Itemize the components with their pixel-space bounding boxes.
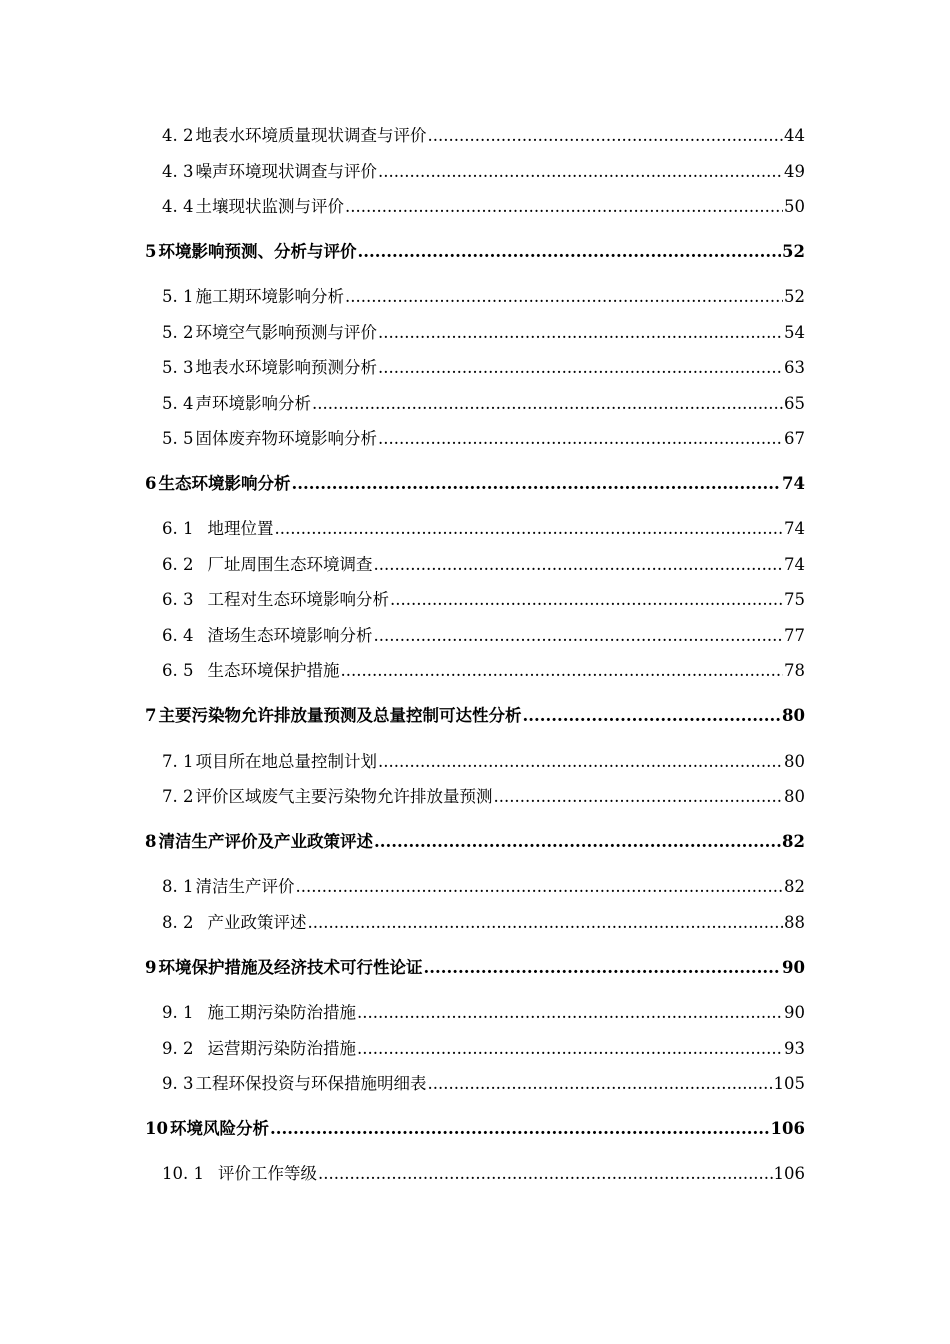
toc-entry-title	[162, 354, 377, 378]
toc-entry-title	[145, 954, 422, 978]
toc-page-number: 80	[784, 787, 805, 806]
dot-leader	[378, 429, 783, 448]
toc-entry-text: 产业政策评述	[207, 913, 307, 932]
toc-page-number: 74	[782, 474, 805, 493]
dot-leader	[318, 1164, 773, 1183]
toc-chapter-entry[interactable]	[0, 702, 950, 732]
toc-entry-title	[162, 586, 389, 610]
toc-entry-text: 环境空气影响预测与评价	[195, 323, 377, 342]
toc-entry-number: 7. 1	[162, 752, 194, 771]
toc-entry-title	[162, 783, 493, 807]
toc-entry-number: 4. 3	[162, 162, 194, 181]
toc-entry-number: 6. 2	[162, 555, 194, 574]
toc-section-entry[interactable]	[0, 622, 950, 652]
toc-entry-text: 环境风险分析	[169, 1119, 269, 1138]
toc-entry-title	[162, 425, 377, 449]
toc-section-entry[interactable]	[0, 193, 950, 223]
toc-section-entry[interactable]	[0, 657, 950, 687]
toc-page-number: 80	[784, 752, 805, 771]
dot-leader	[345, 197, 783, 216]
toc-entry-title	[162, 390, 311, 414]
dot-leader	[270, 1119, 770, 1138]
toc-entry-title	[162, 515, 274, 539]
dot-leader	[494, 787, 784, 806]
toc-entry-title	[162, 748, 377, 772]
toc-chapter-entry[interactable]	[0, 1115, 950, 1145]
toc-entry-title	[162, 999, 356, 1023]
toc-entry-number: 5	[145, 242, 157, 261]
toc-entry-text: 施工期环境影响分析	[195, 287, 344, 306]
toc-section-entry[interactable]	[0, 1070, 950, 1100]
toc-page-number: 82	[782, 832, 805, 851]
toc-entry-number: 4. 4	[162, 197, 194, 216]
dot-leader	[275, 519, 784, 538]
toc-section-entry[interactable]	[0, 783, 950, 813]
toc-page-number: 75	[784, 590, 805, 609]
toc-page-number: 77	[784, 626, 805, 645]
dot-leader	[390, 590, 783, 609]
toc-entry-number: 5. 2	[162, 323, 194, 342]
toc-entry-number: 9. 1	[162, 1003, 194, 1022]
toc-entry-title	[162, 622, 373, 646]
toc-entry-number: 8. 2	[162, 913, 194, 932]
toc-section-entry[interactable]	[0, 999, 950, 1029]
toc-entry-text: 渣场生态环境影响分析	[207, 626, 373, 645]
toc-entry-number: 6. 3	[162, 590, 194, 609]
dot-leader	[357, 1003, 783, 1022]
toc-entry-number: 6	[145, 474, 157, 493]
toc-section-entry[interactable]	[0, 122, 950, 152]
toc-section-entry[interactable]	[0, 909, 950, 939]
dot-leader	[378, 323, 783, 342]
toc-entry-number: 7	[145, 706, 157, 725]
toc-entry-text: 工程对生态环境影响分析	[207, 590, 389, 609]
toc-entry-number: 9. 2	[162, 1039, 194, 1058]
toc-section-entry[interactable]	[0, 283, 950, 313]
toc-entry-text: 生态环境保护措施	[207, 661, 340, 680]
toc-page-number: 93	[784, 1039, 805, 1058]
dot-leader	[357, 1039, 783, 1058]
toc-section-entry[interactable]	[0, 390, 950, 420]
toc-entry-number: 10. 1	[162, 1164, 204, 1183]
toc-section-entry[interactable]	[0, 1035, 950, 1065]
toc-entry-text: 清洁生产评价及产业政策评述	[158, 832, 373, 851]
toc-entry-number: 5. 4	[162, 394, 194, 413]
toc-entry-title	[162, 122, 427, 146]
toc-page-number: 50	[784, 197, 805, 216]
toc-entry-title	[162, 1160, 317, 1184]
toc-entry-title	[162, 909, 307, 933]
toc-section-entry[interactable]	[0, 586, 950, 616]
toc-entry-title	[162, 1070, 427, 1094]
toc-page-number: 82	[784, 877, 805, 896]
toc-entry-title	[162, 319, 377, 343]
toc-entry-text: 环境影响预测、分析与评价	[158, 242, 357, 261]
toc-section-entry[interactable]	[0, 425, 950, 455]
toc-page-number: 49	[784, 162, 805, 181]
dot-leader	[357, 242, 781, 261]
toc-entry-text: 生态环境影响分析	[158, 474, 291, 493]
toc-entry-number: 6. 5	[162, 661, 194, 680]
toc-page-number: 106	[770, 1119, 805, 1138]
toc-page-number: 63	[784, 358, 805, 377]
toc-section-entry[interactable]	[0, 748, 950, 778]
dot-leader	[423, 958, 781, 977]
dot-leader	[374, 832, 781, 851]
toc-entry-title	[162, 1035, 356, 1059]
toc-entry-title	[145, 470, 290, 494]
toc-entry-text: 环境保护措施及经济技术可行性论证	[158, 958, 423, 977]
toc-page-number: 74	[784, 519, 805, 538]
toc-entry-text: 施工期污染防治措施	[207, 1003, 356, 1022]
toc-entry-number: 9. 3	[162, 1074, 194, 1093]
toc-section-entry[interactable]	[0, 1160, 950, 1190]
toc-entry-title	[162, 193, 344, 217]
toc-entry-title	[145, 1115, 269, 1139]
toc-section-entry[interactable]	[0, 158, 950, 188]
toc-chapter-entry[interactable]	[0, 828, 950, 858]
dot-leader	[308, 913, 784, 932]
toc-entry-text: 土壤现状监测与评价	[195, 197, 344, 216]
toc-entry-number: 10	[145, 1119, 168, 1138]
toc-entry-title	[162, 657, 340, 681]
toc-chapter-entry[interactable]	[0, 470, 950, 500]
toc-section-entry[interactable]	[0, 873, 950, 903]
toc-page-number: 80	[782, 706, 805, 725]
toc-entry-title	[145, 702, 521, 726]
dot-leader	[428, 126, 784, 145]
toc-page-number: 88	[784, 913, 805, 932]
toc-entry-text: 工程环保投资与环保措施明细表	[195, 1074, 427, 1093]
toc-entry-number: 6. 4	[162, 626, 194, 645]
toc-entry-title	[162, 551, 373, 575]
dot-leader	[296, 877, 784, 896]
toc-entry-title	[162, 158, 377, 182]
toc-section-entry[interactable]	[0, 515, 950, 545]
toc-page-number: 65	[784, 394, 805, 413]
dot-leader	[378, 358, 783, 377]
toc-entry-number: 7. 2	[162, 787, 194, 806]
dot-leader	[374, 555, 784, 574]
toc-chapter-entry[interactable]	[0, 238, 950, 268]
toc-entry-text: 清洁生产评价	[195, 877, 295, 896]
dot-leader	[341, 661, 784, 680]
toc-entry-text: 厂址周围生态环境调查	[207, 555, 373, 574]
toc-page-number: 54	[784, 323, 805, 342]
toc-entry-title	[162, 873, 295, 897]
toc-entry-text: 项目所在地总量控制计划	[195, 752, 377, 771]
toc-entry-text: 地表水环境质量现状调查与评价	[195, 126, 427, 145]
toc-page-number: 78	[784, 661, 805, 680]
dot-leader	[291, 474, 781, 493]
toc-page-number: 105	[773, 1074, 805, 1093]
toc-entry-title	[145, 828, 373, 852]
toc-entry-number: 5. 5	[162, 429, 194, 448]
toc-page-number: 52	[784, 287, 805, 306]
toc-section-entry[interactable]	[0, 551, 950, 581]
toc-entry-text: 地理位置	[207, 519, 274, 538]
toc-page-number: 90	[782, 958, 805, 977]
toc-entry-text: 声环境影响分析	[195, 394, 311, 413]
toc-entry-text: 噪声环境现状调查与评价	[195, 162, 377, 181]
toc-page-number: 67	[784, 429, 805, 448]
toc-entry-number: 6. 1	[162, 519, 194, 538]
toc-entry-number: 8	[145, 832, 157, 851]
dot-leader	[345, 287, 783, 306]
toc-page-number: 52	[782, 242, 805, 261]
toc-entry-text: 固体废弃物环境影响分析	[195, 429, 377, 448]
toc-entry-title	[145, 238, 356, 262]
dot-leader	[312, 394, 783, 413]
toc-entry-text: 主要污染物允许排放量预测及总量控制可达性分析	[158, 706, 522, 725]
dot-leader	[378, 752, 783, 771]
toc-chapter-entry[interactable]	[0, 954, 950, 984]
toc-entry-text: 评价工作等级	[217, 1164, 317, 1183]
toc-page-number: 74	[784, 555, 805, 574]
toc-section-entry[interactable]	[0, 319, 950, 349]
toc-entry-text: 地表水环境影响预测分析	[195, 358, 377, 377]
toc-entry-text: 评价区域废气主要污染物允许排放量预测	[195, 787, 493, 806]
toc-entry-number: 4. 2	[162, 126, 194, 145]
toc-section-entry[interactable]	[0, 354, 950, 384]
dot-leader	[522, 706, 781, 725]
toc-entry-title	[162, 283, 344, 307]
toc-page-number: 90	[784, 1003, 805, 1022]
toc-page-number: 106	[773, 1164, 805, 1183]
toc-entry-number: 8. 1	[162, 877, 194, 896]
toc-entry-number: 5. 3	[162, 358, 194, 377]
dot-leader	[378, 162, 783, 181]
toc-entry-number: 5. 1	[162, 287, 194, 306]
toc-page-number: 44	[784, 126, 805, 145]
toc-entry-number: 9	[145, 958, 157, 977]
dot-leader	[428, 1074, 773, 1093]
dot-leader	[374, 626, 784, 645]
toc-entry-text: 运营期污染防治措施	[207, 1039, 356, 1058]
